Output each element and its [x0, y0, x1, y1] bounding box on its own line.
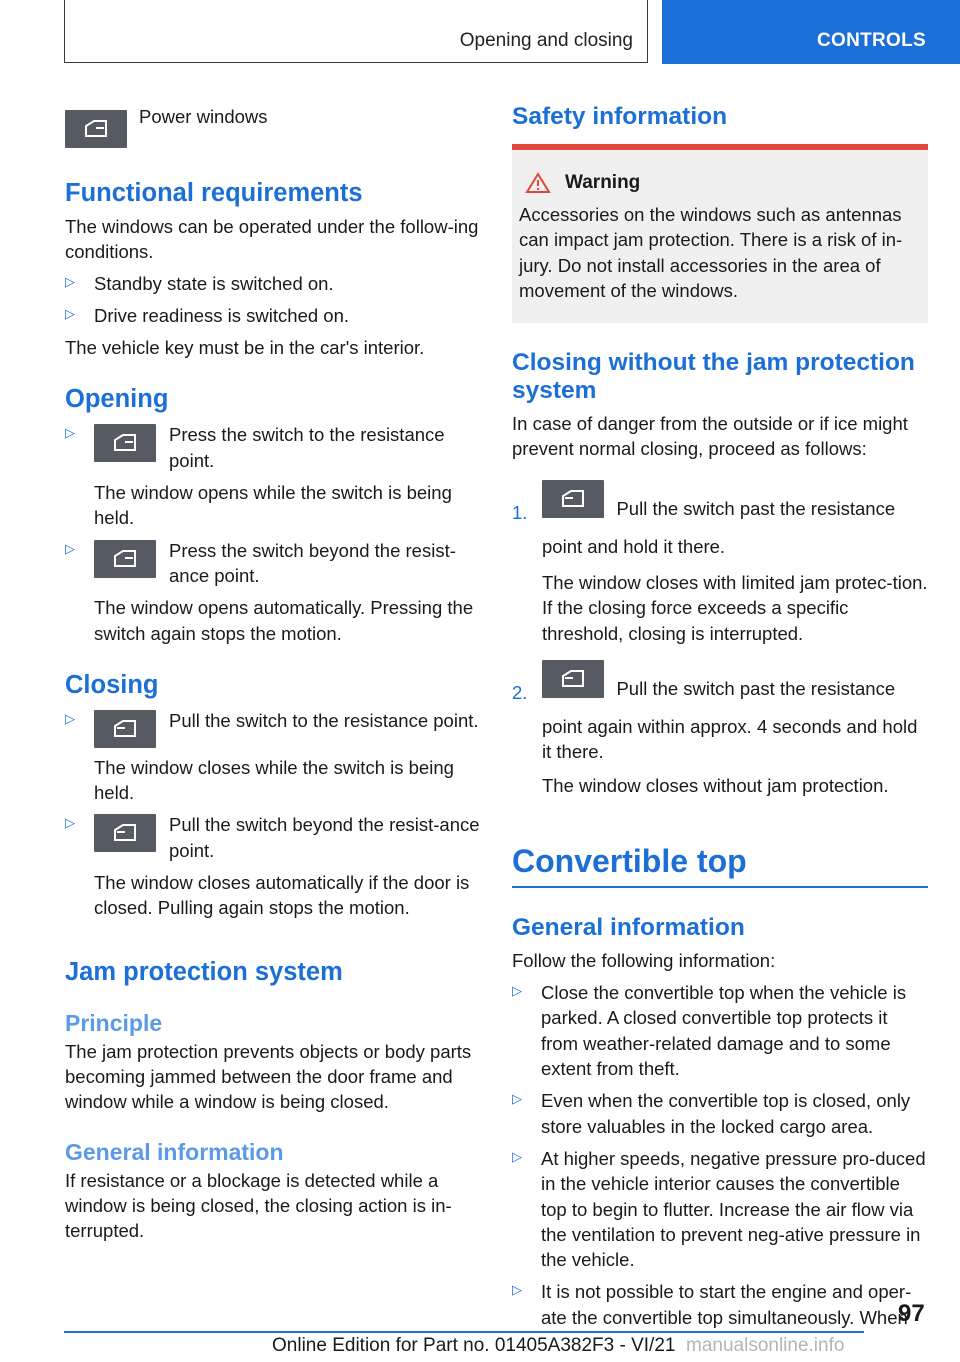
numbered-step — [512, 480, 928, 646]
watermark: manualsonline.info — [686, 1335, 845, 1356]
window-switch-icon — [94, 424, 156, 462]
footer-rule — [64, 1331, 864, 1333]
power-windows-caption: Power windows — [139, 106, 268, 127]
bullet-text: At higher speeds, negative pressure pro-duced in the vehicle interior causes the convertible top to begin to flutter. Increase the air flow via the ventilation to prevent neg-ative pressure in the vehicle. — [541, 1147, 926, 1271]
window-switch-icon — [94, 710, 156, 748]
step-text: Pull the switch past the resistance point and hold it there. — [542, 497, 896, 557]
list-item — [65, 812, 480, 920]
bullet-triangle-icon: ▷ — [65, 815, 75, 831]
window-switch-icon — [94, 540, 156, 578]
header-section-title: Opening and closing — [459, 30, 633, 51]
list-item — [512, 1088, 928, 1139]
functional-requirements-heading: Functional requirements — [65, 179, 363, 207]
page-number: 97 — [898, 1300, 925, 1327]
functional-requirements-outro: The vehicle key must be in the car's interior. — [65, 337, 425, 359]
step-number: 2. — [512, 681, 528, 703]
opening-heading: Opening — [65, 385, 169, 414]
bullet-text: It is not possible to start the engine and oper-ate the convertible top simultaneously. When — [541, 1281, 912, 1328]
opening-step-text: Press the switch beyond the resist-ance point. — [169, 539, 456, 586]
step-number: 1. — [512, 501, 528, 523]
bullet-triangle-icon: ▷ — [65, 540, 75, 556]
jam-protection-heading: Jam protection system — [65, 957, 343, 986]
power-window-switch-row — [65, 106, 480, 148]
bullet-triangle-icon: ▷ — [65, 710, 75, 726]
bullet-text: Even when the convertible top is closed, only store valuables in the locked cargo area. — [541, 1090, 911, 1137]
step-text: Pull the switch past the resistance point again within approx. 4 seconds and hold it there. — [542, 677, 918, 763]
list-item — [512, 980, 928, 1081]
closing-without-jam-heading: Closing without the jam protection system — [512, 349, 915, 405]
list-item — [512, 1146, 928, 1272]
warning-text: Accessories on the windows such as antennas can impact jam protection. There is a risk of in-jury. Do not install accessories in the area of movement of the windows. — [519, 204, 903, 301]
list-item — [65, 538, 480, 646]
principle-text: The jam protection prevents objects or body parts becoming jammed between the door frame and window while a window is being closed. — [65, 1040, 472, 1113]
bullet-text: Drive readiness is switched on. — [94, 304, 349, 326]
numbered-step — [512, 660, 928, 798]
window-switch-icon — [542, 660, 604, 698]
header-chapter-tab[interactable] — [662, 0, 960, 64]
warning-box — [512, 144, 928, 323]
list-item — [65, 303, 480, 328]
closing-step-sub: The window closes automatically if the door is closed. Pulling again stops the motion. — [94, 872, 470, 919]
convertible-intro: Follow the following information: — [512, 949, 776, 971]
left-column — [65, 100, 480, 1243]
bullet-triangle-icon: ▷ — [512, 1148, 522, 1164]
convertible-general-heading: General information — [512, 913, 745, 941]
edition-text: Online Edition for Part no. 01405A382F3 - VI/21 — [272, 1335, 676, 1356]
window-switch-icon — [94, 814, 156, 852]
list-item — [512, 1279, 928, 1330]
bullet-text: Close the convertible top when the vehicle is parked. A closed convertible top protects it from weather-related damage and to some extent from theft. — [541, 982, 907, 1080]
bullet-triangle-icon: ▷ — [65, 425, 75, 441]
header-section-box — [64, 0, 648, 63]
bullet-triangle-icon: ▷ — [65, 305, 75, 321]
bullet-text: Standby state is switched on. — [94, 272, 334, 294]
window-switch-icon — [65, 110, 127, 148]
opening-step-text: Press the switch to the resistance point. — [169, 424, 445, 471]
general-information-text: If resistance or a blockage is detected while a window is being closed, the closing action is in-terrupted. — [65, 1169, 452, 1242]
bullet-triangle-icon: ▷ — [512, 1282, 522, 1298]
bullet-triangle-icon: ▷ — [512, 1091, 522, 1107]
opening-step-sub: The window opens while the switch is being held. — [94, 482, 452, 529]
list-item — [65, 271, 480, 296]
closing-without-jam-intro: In case of danger from the outside or if ice might prevent normal closing, proceed as follows: — [512, 413, 908, 460]
list-item — [65, 422, 480, 530]
convertible-top-heading: Convertible top — [512, 842, 747, 879]
right-column — [512, 100, 928, 1330]
safety-information-heading: Safety information — [512, 103, 728, 130]
closing-step-text: Pull the switch to the resistance point. — [169, 709, 479, 731]
step-sub: The window closes without jam protection. — [542, 774, 889, 796]
closing-heading: Closing — [65, 670, 159, 699]
header-chapter-title: CONTROLS — [816, 30, 926, 51]
section-rule — [512, 886, 928, 888]
general-information-heading: General information — [65, 1138, 284, 1165]
warning-triangle-icon — [525, 172, 551, 194]
step-sub: The window closes with limited jam protec-tion. If the closing force exceeds a specific threshold, closing is interrupted. — [542, 572, 928, 644]
closing-step-text: Pull the switch beyond the resist-ance point. — [169, 814, 480, 861]
warning-title: Warning — [565, 172, 641, 193]
bullet-triangle-icon: ▷ — [65, 273, 75, 289]
window-switch-icon — [542, 480, 604, 518]
functional-requirements-intro: The windows can be operated under the follow-ing conditions. — [65, 216, 479, 263]
principle-heading: Principle — [65, 1009, 163, 1036]
opening-step-sub: The window opens automatically. Pressing the switch again stops the motion. — [94, 597, 474, 644]
bullet-triangle-icon: ▷ — [512, 983, 522, 999]
list-item — [65, 708, 480, 806]
closing-step-sub: The window closes while the switch is being held. — [94, 756, 454, 804]
